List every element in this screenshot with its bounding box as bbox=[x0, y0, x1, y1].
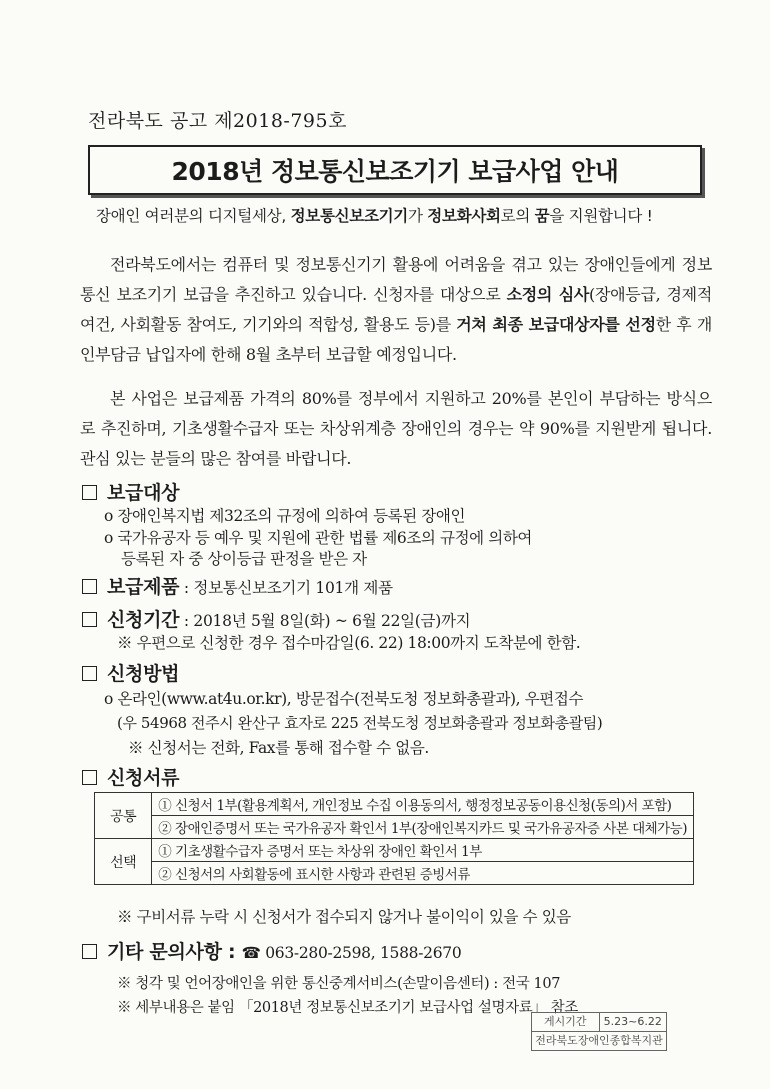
checkbox-square-icon bbox=[82, 579, 97, 594]
target-item-1: o 장애인복지법 제32조의 규정에 의하여 등록된 장애인 bbox=[104, 507, 466, 525]
checkbox-square-icon bbox=[82, 944, 97, 959]
section-target bbox=[82, 478, 179, 505]
document-title bbox=[88, 145, 702, 195]
subtitle-part: 로의 bbox=[500, 207, 535, 225]
contact-note-2: ※ 세부내용은 붙임 「2018년 정보통신보조기기 보급사업 설명자료」 참조 bbox=[117, 1000, 578, 1016]
subtitle-part: 가 bbox=[407, 207, 428, 225]
section-heading: 보급제품 bbox=[107, 576, 180, 598]
section-heading: 보급대상 bbox=[107, 482, 180, 504]
target-item-2: o 국가유공자 등 예우 및 지원에 관한 법률 제6조의 규정에 의하여 bbox=[104, 529, 532, 547]
intro-text: (장애등급, 경제적여건, 사회활동 참여도, 기기와의 적합성, 활용도 등)를 bbox=[80, 285, 712, 334]
product-text: : 정보통신보조기기 101개 제품 bbox=[179, 579, 393, 597]
contact-phone: ☎ 063-280-2598, 1588-2670 bbox=[241, 944, 462, 962]
subtitle-bold: 정보통신보조기기 bbox=[290, 207, 408, 225]
method-line-2: (우 54968 전주시 완산구 효자로 225 전북도청 정보화총괄과 정보화총괄팀) bbox=[117, 714, 603, 732]
table-cell: ② 신청서의 사회활동에 표시한 사항과 관련된 증빙서류 bbox=[152, 862, 694, 885]
table-row bbox=[95, 816, 694, 839]
stamp-label: 게시기간 bbox=[543, 1015, 587, 1028]
section-period bbox=[82, 605, 470, 632]
table-cell: ① 신청서 1부(활용계획서, 개인정보 수집 이용동의서, 행정정보공동이용신청(동의)서 포함) bbox=[152, 793, 694, 816]
group-label-optional: 선택 bbox=[95, 839, 152, 885]
method-line-1: o 온라인(www.at4u.or.kr), 방문접수(전북도청 정보화총괄과), 우편접수 bbox=[104, 690, 584, 708]
section-method bbox=[82, 659, 179, 686]
intro-text: 한 후 개인부담금 납입자에 한해 8월 초부터 보급할 예정입니다. bbox=[80, 315, 712, 364]
intro-text: 본 사업은 보급제품 가격의 80%를 정부에서 지원하고 20%를 본인이 부담하는 방식으로 추진하며, 기초생활수급자 또는 차상위계층 장애인의 경우는 약 90%를 지원받게 됩니다. 관심 있는 분들의 많은 참여를 바랍니다. bbox=[80, 389, 712, 468]
subtitle-part: 을 지원합니다 ! bbox=[549, 207, 653, 225]
intro-paragraph-2 bbox=[80, 384, 712, 474]
intro-bold: 거쳐 최종 보급대상자를 선정 bbox=[456, 315, 656, 334]
subtitle-bold: 정보화사회 bbox=[427, 207, 501, 225]
posting-stamp bbox=[531, 1012, 667, 1051]
stamp-value: 5.23~6.22 bbox=[599, 1013, 667, 1031]
documents-note: ※ 구비서류 누락 시 신청서가 접수되지 않거나 불이익이 있을 수 있음 bbox=[117, 908, 571, 926]
section-heading: 신청방법 bbox=[107, 663, 180, 685]
section-heading: 기타 문의사항 : bbox=[107, 941, 242, 963]
table-cell: ① 기초생활수급자 증명서 또는 차상위 장애인 확인서 1부 bbox=[152, 839, 694, 862]
section-heading: 신청서류 bbox=[107, 767, 180, 789]
section-heading: 신청기간 bbox=[107, 609, 180, 631]
table-row bbox=[95, 862, 694, 885]
notice-number: 전라북도 공고 제2018-795호 bbox=[88, 110, 347, 132]
target-item-2-cont: 등록된 자 중 상이등급 판정을 받은 자 bbox=[121, 550, 367, 568]
checkbox-square-icon bbox=[82, 666, 97, 681]
group-label-common: 공통 bbox=[95, 793, 152, 839]
intro-bold: 소정의 심사 bbox=[506, 285, 590, 304]
method-note: ※ 신청서는 전화, Fax를 통해 접수할 수 없음. bbox=[128, 739, 429, 757]
subtitle-part: 장애인 여러분의 디지털세상, bbox=[96, 207, 291, 225]
subtitle-bold: 꿈 bbox=[534, 207, 550, 225]
table-row bbox=[95, 793, 694, 816]
period-note: ※ 우편으로 신청한 경우 접수마감일(6. 22) 18:00까지 도착분에 한함. bbox=[117, 634, 581, 652]
checkbox-square-icon bbox=[82, 612, 97, 627]
period-text: : 2018년 5월 8일(화) ~ 6월 22일(금)까지 bbox=[179, 612, 471, 630]
checkbox-square-icon bbox=[82, 770, 97, 785]
table-row bbox=[95, 839, 694, 862]
contact-note-1: ※ 청각 및 언어장애인을 위한 통신중계서비스(손말이음센터) : 전국 107 bbox=[117, 976, 561, 992]
stamp-org: 전라북도장애인종합복지관 bbox=[535, 1034, 663, 1047]
section-documents bbox=[82, 763, 179, 790]
subtitle bbox=[96, 204, 653, 226]
documents-table bbox=[94, 792, 694, 885]
document-title-text: 2018년 정보통신보조기기 보급사업 안내 bbox=[171, 157, 619, 186]
intro-text: 전라북도에서는 컴퓨터 및 정보통신기기 활용에 어려움을 겪고 있는 장애인들에게 정보통신 보조기기 보급을 추진하고 있습니다. 신청자를 대상으로 bbox=[80, 255, 712, 304]
section-product bbox=[82, 572, 393, 599]
table-cell: ② 장애인증명서 또는 국가유공자 확인서 1부(장애인복지카드 및 국가유공자증 사본 대체가능) bbox=[152, 816, 694, 839]
checkbox-square-icon bbox=[82, 485, 97, 500]
intro-paragraph-1 bbox=[80, 250, 712, 370]
section-contact bbox=[82, 937, 461, 964]
